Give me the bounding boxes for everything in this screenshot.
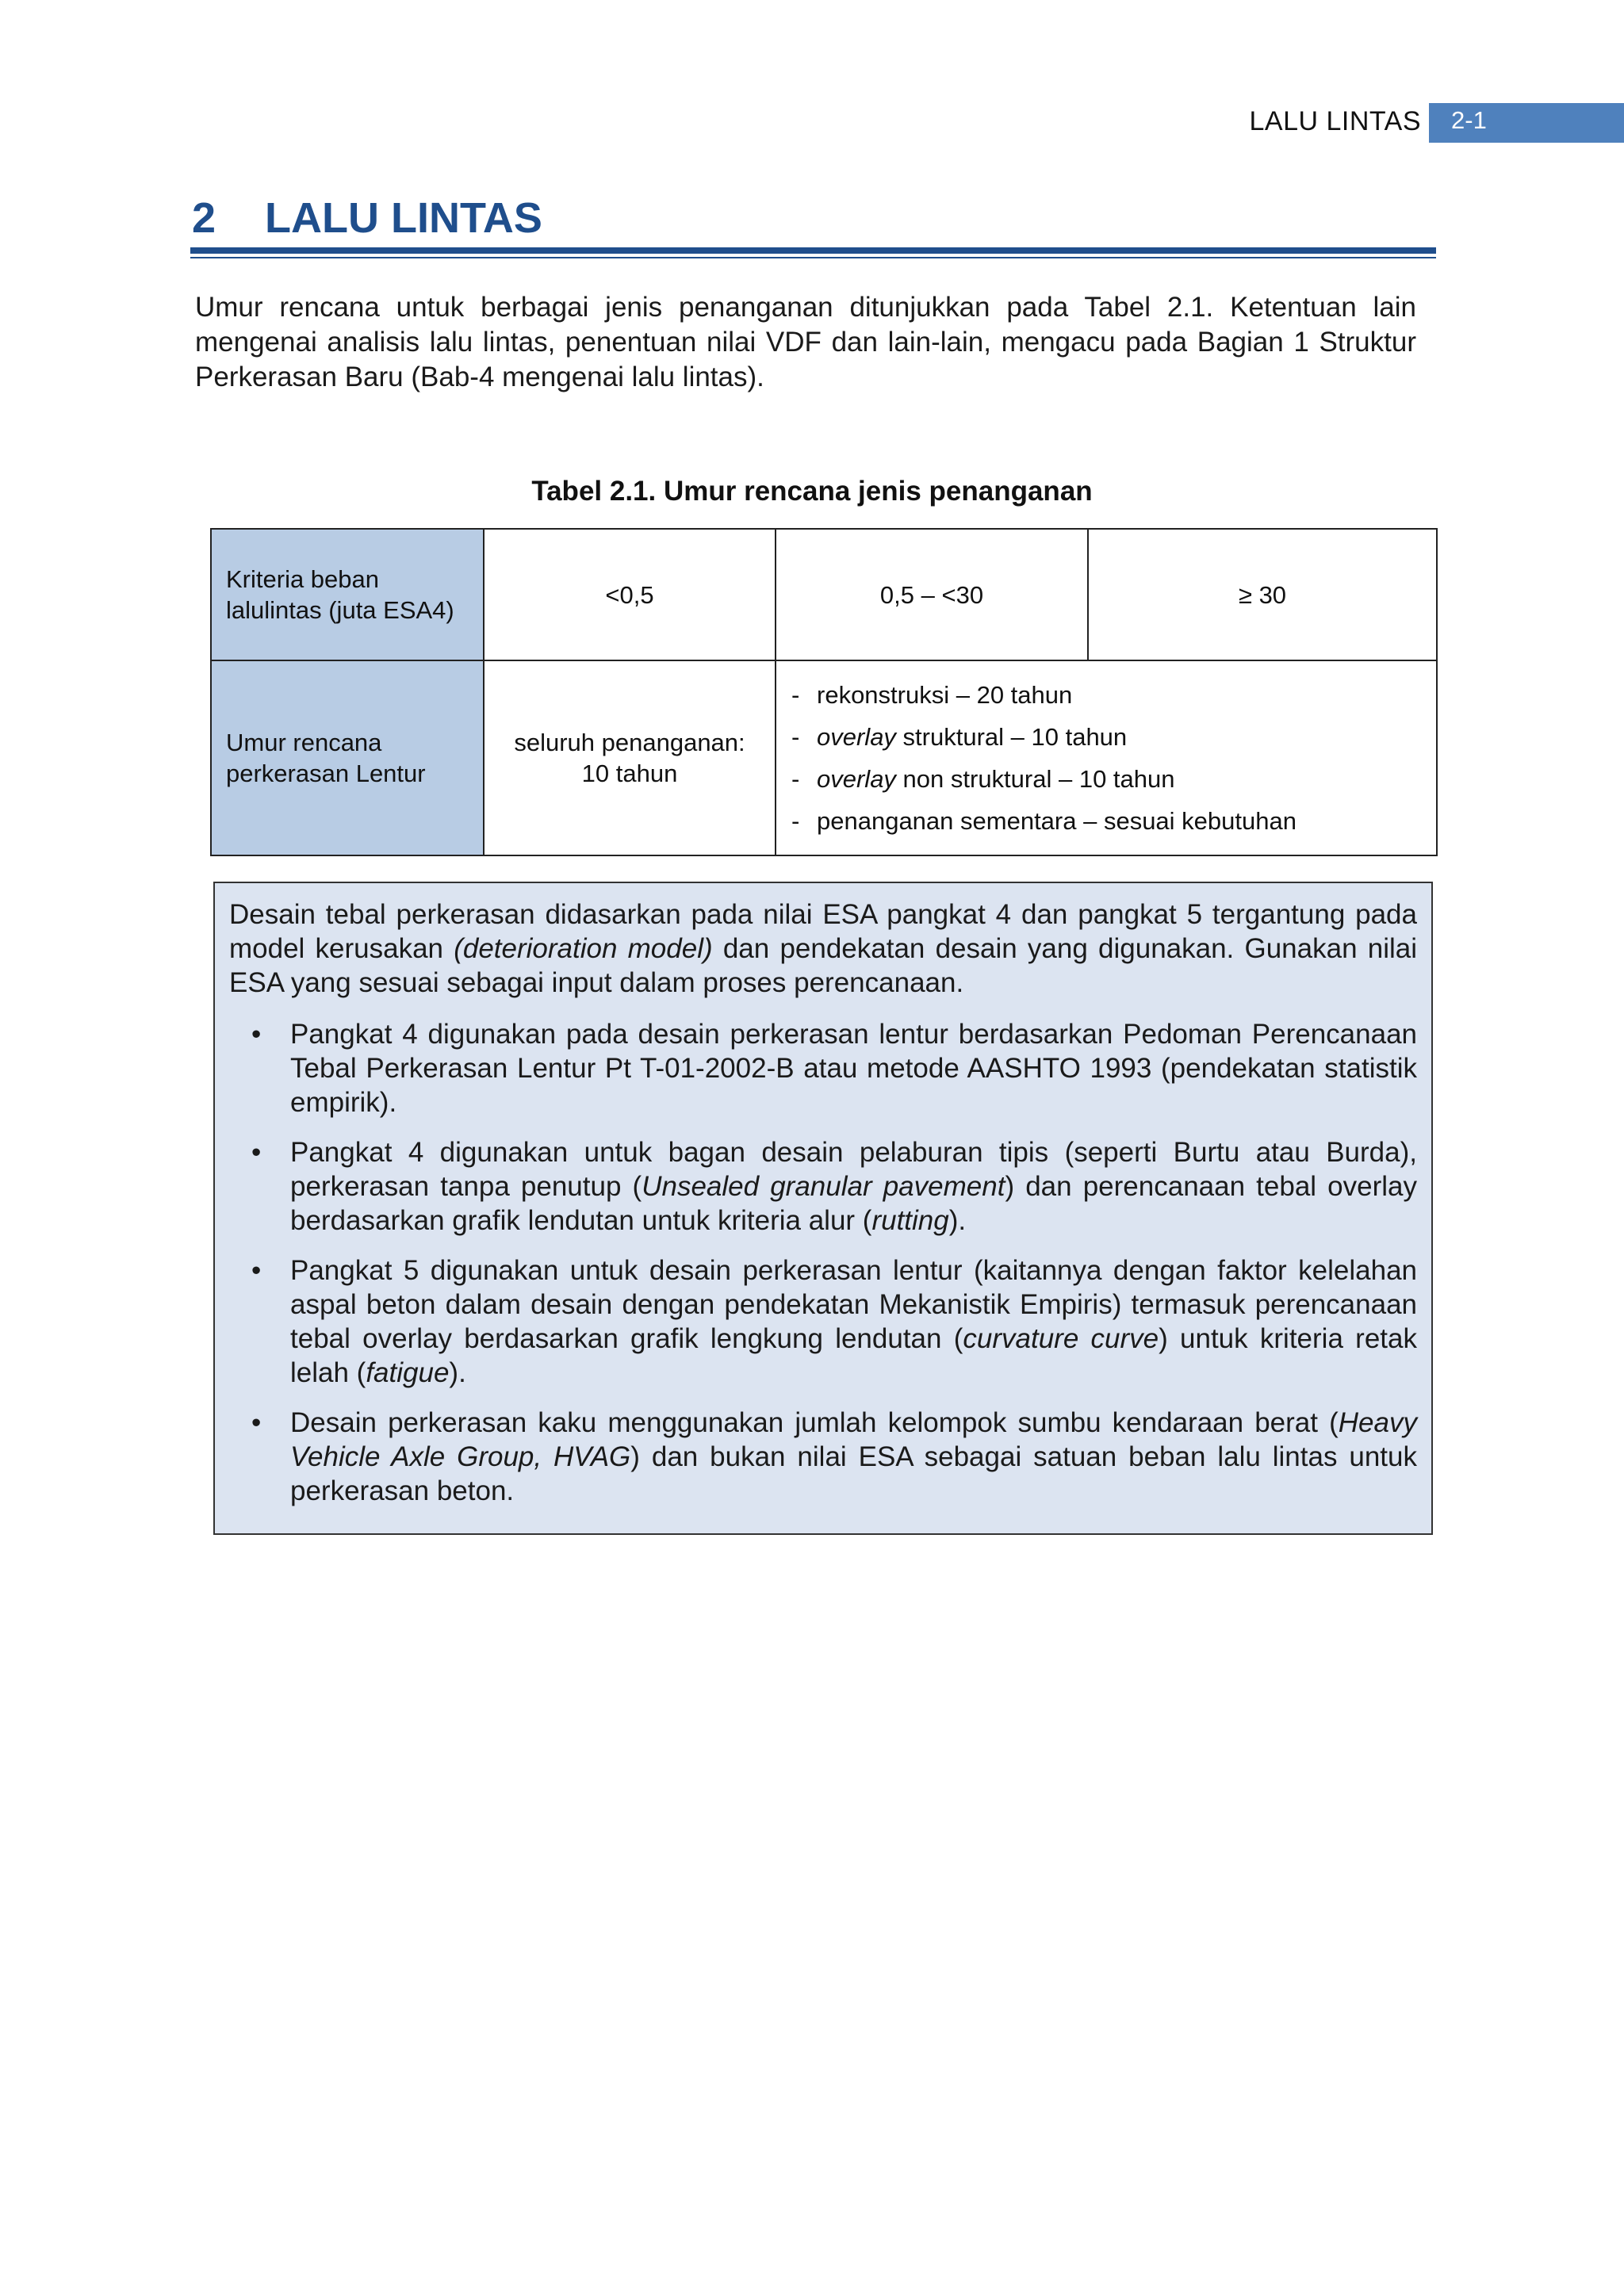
list-item: - penanganan sementara – sesuai kebutuhan bbox=[791, 800, 1427, 842]
list-item: - overlay non struktural – 10 tahun bbox=[791, 758, 1427, 800]
cell-range-mid: 0,5 – <30 bbox=[776, 529, 1088, 660]
list-item: • Desain perkerasan kaku menggunakan jumlah kelompok sumbu kendaraan berat (Heavy Vehicle Axle Group, HVAG) dan bukan nilai ESA sebagai satuan beban lalu lintas untuk perkerasan beton. bbox=[251, 1407, 1417, 1506]
chapter-heading bbox=[192, 193, 1435, 243]
heading-rule-thick bbox=[190, 247, 1436, 254]
table-row bbox=[211, 660, 1437, 855]
table-caption: Tabel 2.1. Umur rencana jenis penanganan bbox=[531, 476, 1093, 507]
note-box bbox=[213, 882, 1433, 1535]
heading-rule-thin bbox=[190, 257, 1436, 258]
cell-all-treatments bbox=[484, 660, 776, 855]
list-item: - rekonstruksi – 20 tahun bbox=[791, 674, 1427, 716]
page-header bbox=[0, 103, 1624, 143]
chapter-title: LALU LINTAS bbox=[265, 194, 542, 242]
list-item: • Pangkat 5 digunakan untuk desain perkerasan lentur (kaitannya dengan faktor kelelahan aspal beton dalam desain dengan pendekatan Mekanistik Empiris) termasuk perencanaan tebal overlay berdasarkan grafik lengkung lendutan (curvature curve) untuk kriteria retak lelah (fatigue). bbox=[251, 1255, 1417, 1388]
list-item: • Pangkat 4 digunakan pada desain perkerasan lentur berdasarkan Pedoman Perencanaan Tebal Perkerasan Lentur Pt T-01-2002-B atau metode AASHTO 1993 (pendekatan statistik empirik). bbox=[251, 1019, 1417, 1118]
note-bullets bbox=[229, 1017, 1417, 1508]
bullet-icon: • bbox=[251, 1019, 262, 1050]
note-intro: Desain tebal perkerasan didasarkan pada nilai ESA pangkat 4 dan pangkat 5 tergantung pada model kerusakan (deterioration model) dan pendekatan desain yang digunakan. Gunakan nilai ESA yang sesuai sebagai input dalam proses perencanaan. bbox=[229, 899, 1417, 998]
design-life-table bbox=[210, 528, 1438, 856]
running-header: LALU LINTAS bbox=[1249, 106, 1421, 136]
all-treatments-years: 10 tahun bbox=[581, 760, 678, 787]
row-header-design-life: Umur rencana perkerasan Lentur bbox=[211, 660, 484, 855]
bullet-icon: • bbox=[251, 1137, 262, 1168]
cell-range-high: ≥ 30 bbox=[1088, 529, 1437, 660]
chapter-number: 2 bbox=[192, 194, 216, 242]
cell-range-low: <0,5 bbox=[484, 529, 776, 660]
cell-treatment-list bbox=[776, 660, 1437, 855]
table-row bbox=[211, 529, 1437, 660]
list-item: • Pangkat 4 digunakan untuk bagan desain pelaburan tipis (seperti Burtu atau Burda), perkerasan tanpa penutup (Unsealed granular pavement) dan perencanaan tebal overlay berdasarkan grafik lendutan untuk kriteria alur (rutting). bbox=[251, 1137, 1418, 1236]
intro-paragraph: Umur rencana untuk berbagai jenis penanganan ditunjukkan pada Tabel 2.1. Ketentuan lain mengenai analisis lalu lintas, penentuan nilai VDF dan lain-lain, mengacu pada Bagian 1 Struktur Perkerasan Baru (Bab-4 mengenai lalu lintas). bbox=[195, 292, 1416, 392]
list-item: - overlay struktural – 10 tahun bbox=[791, 716, 1427, 758]
all-treatments-label: seluruh penanganan: bbox=[514, 729, 745, 756]
row-header-criteria: Kriteria beban lalulintas (juta ESA4) bbox=[211, 529, 484, 660]
page-number-badge: 2-1 bbox=[1429, 103, 1624, 143]
treatment-list bbox=[777, 666, 1435, 850]
bullet-icon: • bbox=[251, 1407, 262, 1438]
bullet-icon: • bbox=[251, 1255, 262, 1286]
